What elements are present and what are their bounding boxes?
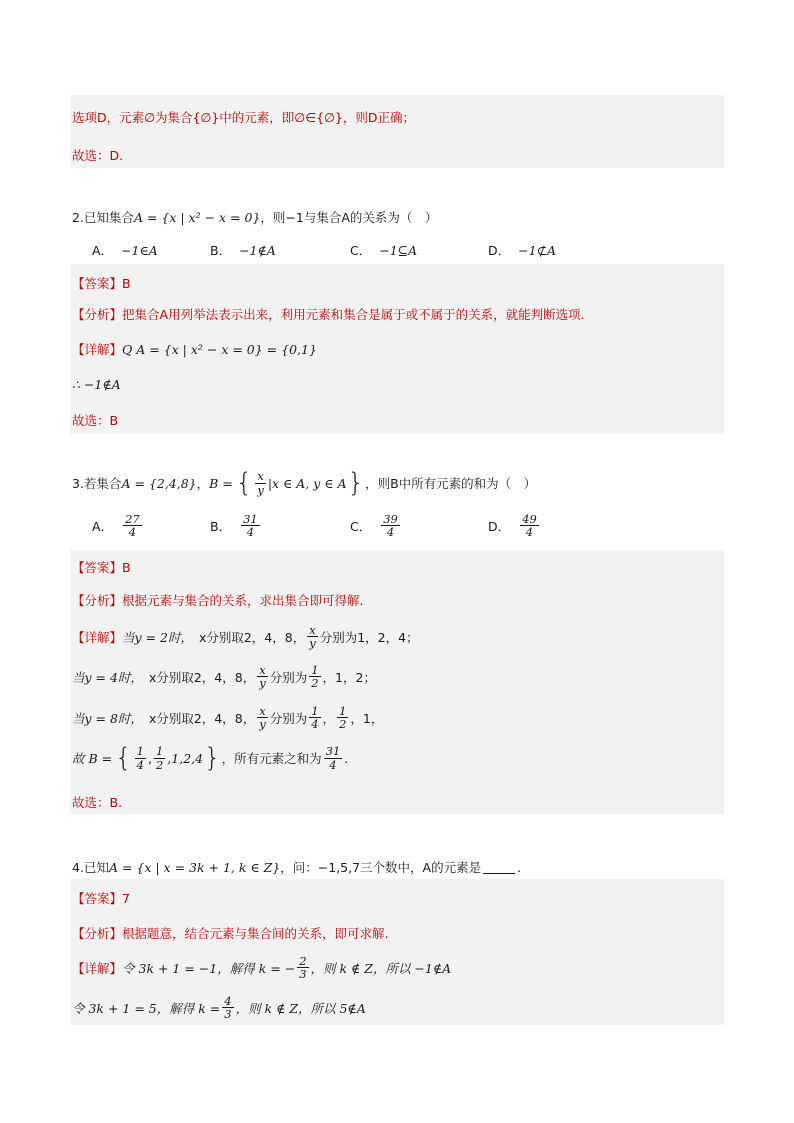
q3-option-a: A． $\frac{27}{4}$ [92, 512, 140, 540]
q2-stem-set: A = {x | x² − x = 0} [133, 209, 261, 225]
q3-sum: 故 B = { $\frac{1}{4}$ , $\frac{1}{2}$ ,1,2,4 } ，所有元素之和为 $\frac{31}{4}$ . [72, 743, 349, 773]
q2-option-a: A． −1∈A [92, 242, 158, 258]
q2-option-c: C． −1⊆A [350, 242, 418, 258]
q4-detail-1: 【详解】 令 3k + 1 = −1，解得 k = − $\frac{2}{3}$ ，则 k ∉ Z，所以 −1∉A [72, 954, 452, 982]
q2-detail-2: ∴ −1∉A [72, 377, 121, 392]
q2-detail-1: 【详解】 Q A = {x | x² − x = 0} = {0,1} [72, 341, 317, 357]
q3-detail-3: 当y = 8时， x分别取2，4，8， $\frac{x}{y}$ 分别为 $\frac{1}{4}$ ， $\frac{1}{2}$ ，1， [72, 704, 384, 732]
q3-stem: 3.若集合 A = {2,4,8} ， B = { $\frac{x}{y}$ |x ∈ A, y ∈ A } ，则B中所有元素的和为（ ） [72, 468, 537, 498]
q4-detail-2: 令 3k + 1 = 5，解得 k = $\frac{4}{3}$ ，则 k ∉ Z，所以 5∉A [72, 994, 366, 1022]
q2-stem-post: ，则−1与集合A的关系为（ ） [260, 210, 438, 225]
q4-answer: 【答案】 7 [72, 890, 130, 906]
q2-analysis: 【分析】 把集合A用列举法表示出来，利用元素和集合是属于或不属于的关系，就能判断选项. [72, 307, 585, 322]
q2-stem [72, 208, 437, 226]
q3-answer: 【答案】 B [72, 559, 131, 575]
q2-conclusion: 故选：B [72, 413, 119, 428]
q2-stem-pre: 2.已知集合 [72, 210, 134, 225]
q2-option-b: B． −1∉A [210, 242, 276, 258]
q4-stem: 4.已知 A = {x | x = 3k + 1, k ∈ Z} ，问：−1,5,7三个数中，A的元素是 . [72, 859, 522, 875]
q1-option-d-explanation: 选项D，元素∅为集合{∅}中的元素，即∅∈{∅}，则D正确； [72, 110, 416, 125]
q3-option-c: C． $\frac{39}{4}$ [350, 512, 398, 540]
q3-detail-2: 当y = 4时， x分别取2，4，8， $\frac{x}{y}$ 分别为 $\frac{1}{2}$ ，1，2； [72, 663, 376, 691]
q3-option-d: D． $\frac{49}{4}$ [488, 512, 537, 540]
q3-conclusion: 故选：B. [72, 795, 123, 810]
q4-analysis: 【分析】 根据题意，结合元素与集合间的关系，即可求解. [72, 926, 389, 941]
q3-option-b: B． $\frac{31}{4}$ [210, 512, 258, 540]
q1-conclusion: 故选：D. [72, 148, 124, 163]
q3-detail-1: 【详解】 当y = 2时， x分别取2，4，8， $\frac{x}{y}$ 分别为1，2，4； [72, 623, 419, 651]
q1-solution-block [70, 95, 724, 168]
q2-option-d: D． −1⊄A [488, 242, 557, 258]
q2-answer: 【答案】 B [72, 275, 131, 291]
q4-answer-blank [483, 861, 515, 874]
q3-analysis: 【分析】 根据元素与集合的关系，求出集合即可得解. [72, 593, 364, 608]
